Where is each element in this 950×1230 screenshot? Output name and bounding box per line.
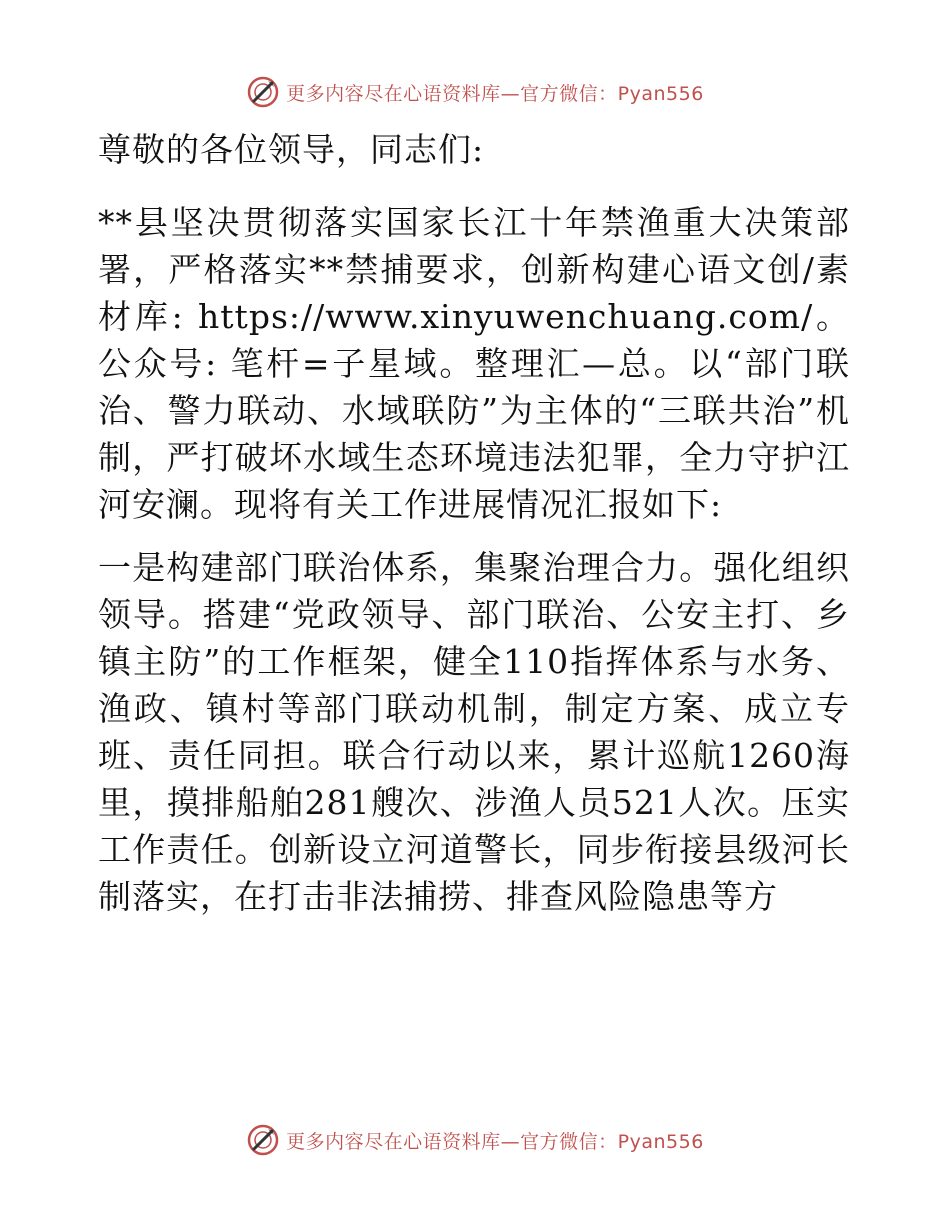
- footer-watermark-banner: [0, 1118, 950, 1162]
- document-body: [98, 126, 850, 936]
- header-watermark-banner: [0, 70, 950, 114]
- footer-watermark-text: 更多内容尽在心语资料库—官方微信：Pyan556: [286, 1130, 704, 1153]
- paragraph-intro: **县坚决贯彻落实国家长江十年禁渔重大决策部署，严格落实**禁捕要求，创新构建心语文创/素材库: https://www.xinyuwenchuang.com/。公众号: 笔杆=子星域。整理汇—总。以“部门联治、警力联动、水域联防”为主体的“三联共治”机制，严打破坏水域生态环境违法犯罪，全力守护江河安澜。现将有关工作进展情况汇报如下:: [98, 203, 850, 524]
- salutation: 尊敬的各位领导，同志们:: [98, 130, 485, 169]
- header-watermark-text: 更多内容尽在心语资料库—官方微信：Pyan556: [286, 82, 704, 105]
- paragraph-section-one: 一是构建部门联治体系，集聚治理合力。强化组织领导。搭建“党政领导、部门联治、公安主打、乡镇主防”的工作框架，健全110指挥体系与水务、渔政、镇村等部门联动机制，制定方案、成立专班、责任同担。联合行动以来，累计巡航1260海里，摸排船舶281艘次、涉渔人员521人次。压实工作责任。创新设立河道警长，同步衔接县级河长制落实，在打击非法捕捞、排查风险隐患等方: [98, 548, 850, 916]
- brand-logo-icon: [246, 1123, 280, 1157]
- brand-logo-icon: [246, 75, 280, 109]
